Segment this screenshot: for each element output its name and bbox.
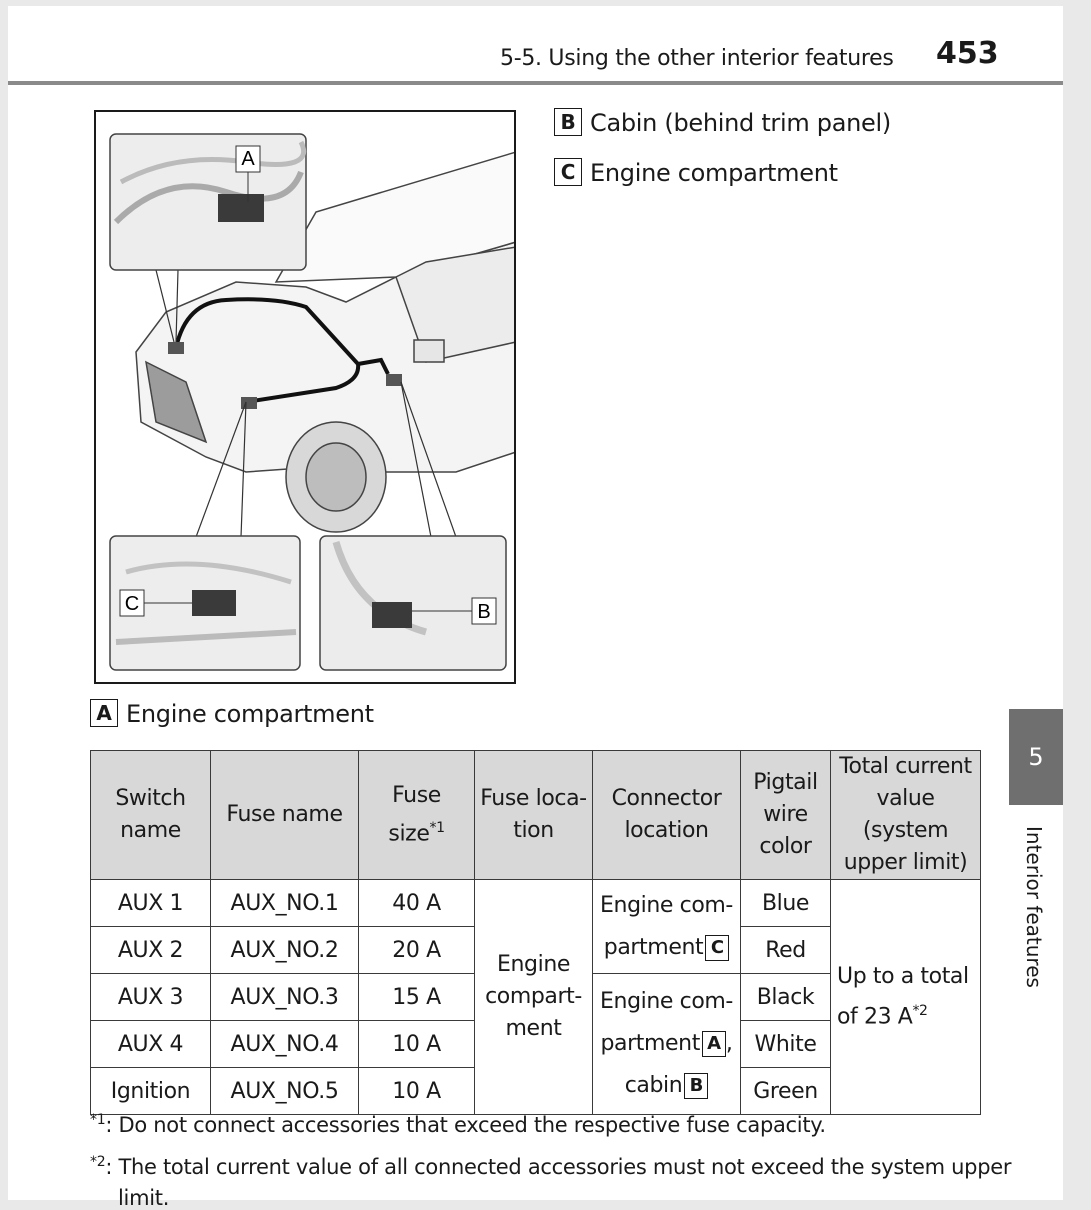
header-switch-name: Switch name [91,751,211,880]
mirror-shape [414,340,444,362]
chapter-number: 5 [1028,743,1044,771]
header-fuse-size: Fuse size$^{*1}$ [359,751,475,880]
header-pigtail-color: Pigtail wire color [741,751,831,880]
pigtail-color-cell: Black [741,974,831,1021]
pigtail-color-cell: White [741,1021,831,1068]
legend-a-key: A [90,699,118,727]
table-row [91,880,981,927]
fuse-size-cell: 15 A [359,974,475,1021]
legend-c-key: C [554,158,582,186]
page-header [8,6,1063,88]
chapter-tab [1009,709,1063,805]
vehicle-illustration-svg [96,112,514,682]
callout-a-label: A [241,148,255,170]
connector-marker-a [168,342,184,354]
pigtail-color-cell: Green [741,1068,831,1115]
connector-a-part [218,194,264,222]
connector-marker-c [241,397,257,409]
callout-b-label: B [477,601,491,623]
pigtail-color-cell: Red [741,927,831,974]
connector-2-key-b: B [684,1073,708,1099]
switch-name-cell: Ignition [91,1068,211,1115]
fuse-name-cell: AUX_NO.4 [211,1021,359,1068]
legend-a [90,699,374,728]
pigtail-color-cell: Blue [741,880,831,927]
switch-name-cell: AUX 3 [91,974,211,1021]
legend-b-key: B [554,108,582,136]
callout-c-label: C [124,593,140,615]
chapter-label: Interior features [1022,826,1046,988]
fuse-name-cell: AUX_NO.3 [211,974,359,1021]
legend-c [554,158,838,187]
aux-fuse-table [90,750,981,1115]
connector-location-cell-1: Engine com- partment C [593,880,741,974]
connector-marker-b [386,374,402,386]
switch-name-cell: AUX 2 [91,927,211,974]
fuse-name-cell: AUX_NO.1 [211,880,359,927]
connector-1-key: C [705,935,729,961]
page-number: 453 [936,36,999,71]
switch-name-cell: AUX 1 [91,880,211,927]
front-hub-shape [306,443,366,511]
legend-b [554,108,891,137]
fuse-size-cell: 20 A [359,927,475,974]
fuse-size-cell: 10 A [359,1021,475,1068]
switch-name-cell: AUX 4 [91,1021,211,1068]
header-fuse-name: Fuse name [211,751,359,880]
header-connector-location: Connector location [593,751,741,880]
manual-page [8,6,1063,1210]
header-fuse-location: Fuse loca- tion [475,751,593,880]
connector-b-part [372,602,412,628]
section-title: 5-5. Using the other interior features [500,46,894,71]
fuse-location-cell: Engine compart- ment [475,880,593,1115]
legend-a-text: Engine compartment [126,700,374,728]
table-header-row [91,751,981,880]
connector-2-key-a: A [702,1031,726,1057]
fuse-name-cell: AUX_NO.2 [211,927,359,974]
header-total-current: Total current value (system upper limit) [831,751,981,880]
fuse-size-cell: 10 A [359,1068,475,1115]
legend-c-text: Engine compartment [590,159,838,187]
connector-location-cell-2: Engine com- partment A , cabin B [593,974,741,1115]
legend-b-text: Cabin (behind trim panel) [590,109,891,137]
fuse-size-cell: 40 A [359,880,475,927]
header-rule [8,81,1063,85]
connector-c-part [192,590,236,616]
footnote-2: $^{*2}$: The total current value of all connected accessories must not exceed the system upper [90,1154,1012,1179]
footnote-1: $^{*1}$: Do not connect accessories that exceed the respective fuse capacity. [90,1112,826,1137]
footnote-2-continued: limit. [118,1186,170,1210]
total-current-cell: Up to a total of 23 $A^{*2}$ [831,880,981,1115]
vehicle-connector-illustration [94,110,516,684]
fuse-name-cell: AUX_NO.5 [211,1068,359,1115]
